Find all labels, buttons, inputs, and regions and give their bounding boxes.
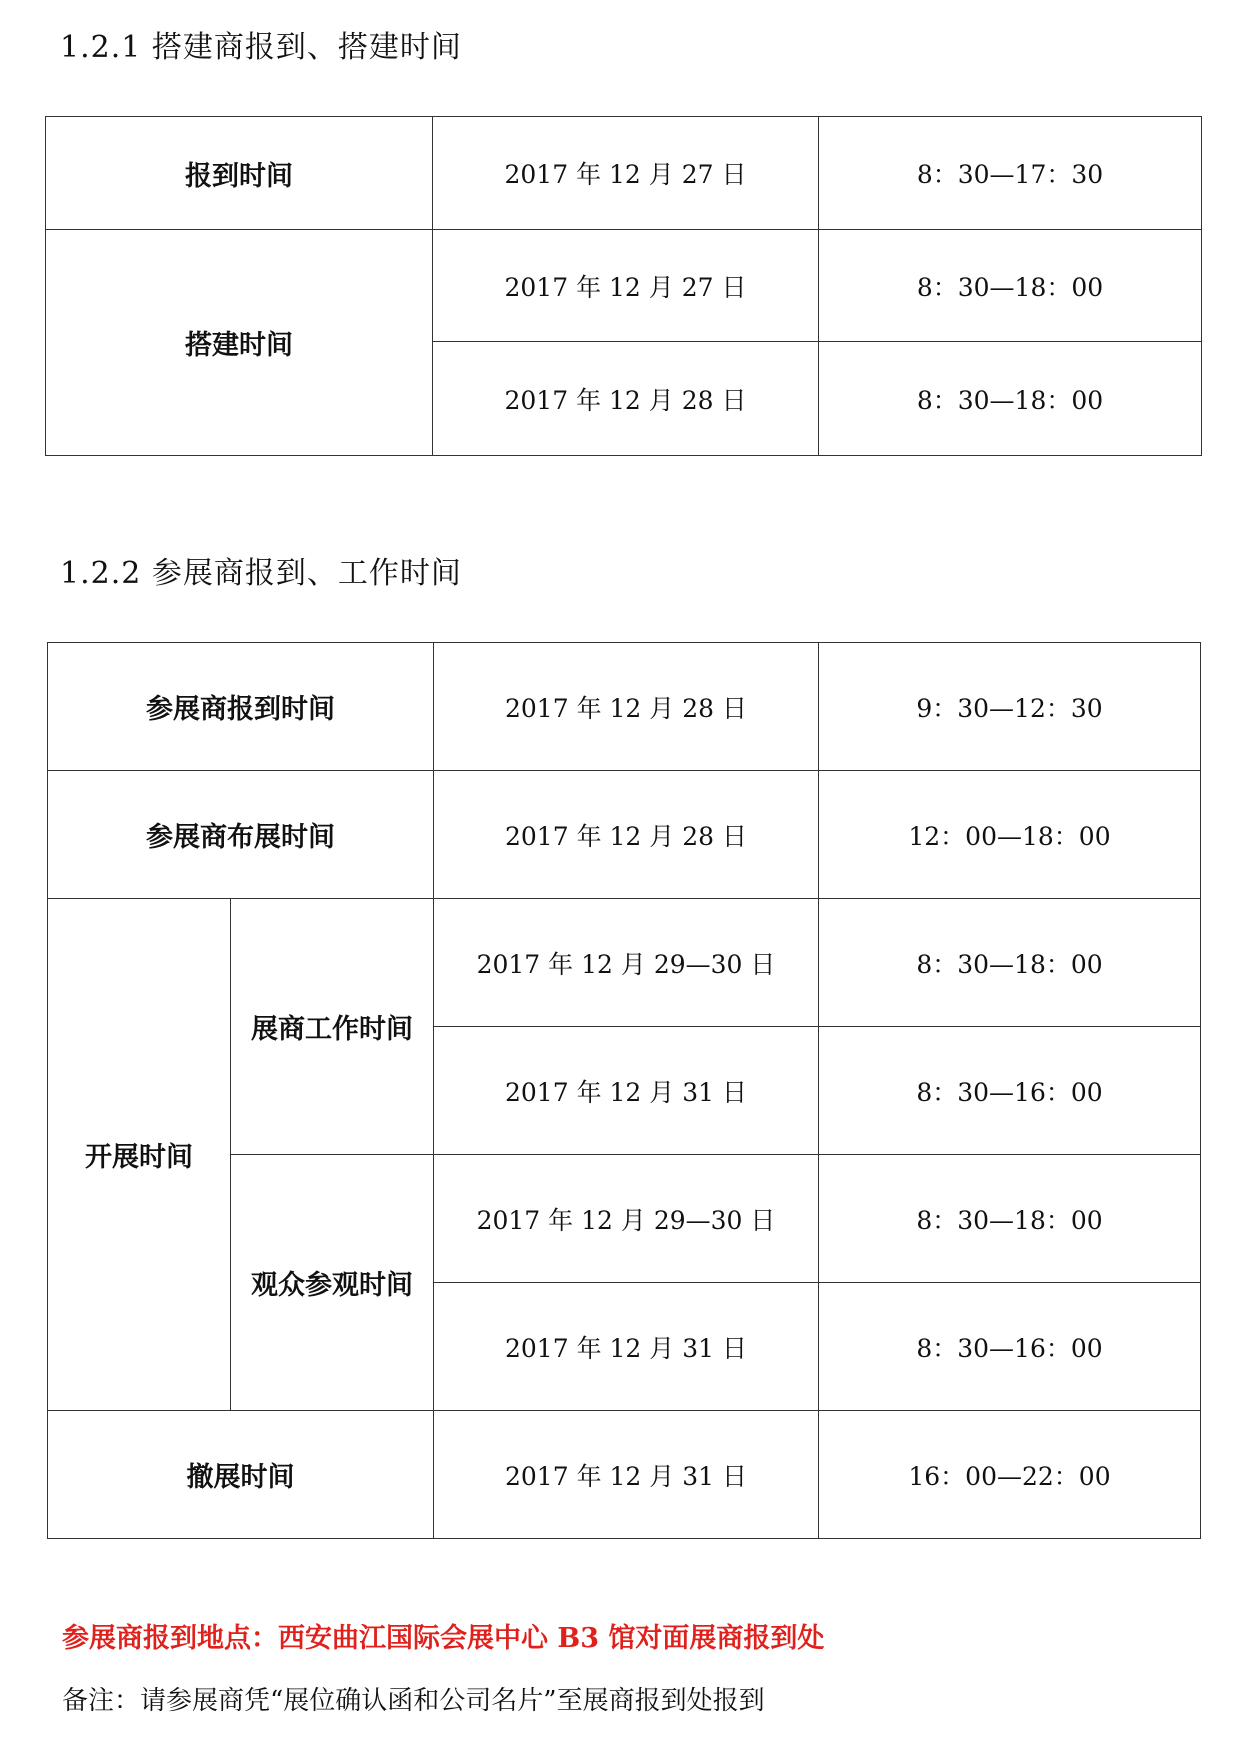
remark-note: 备注：请参展商凭“展位确认函和公司名片”至展商报到处报到 [62,1686,765,1716]
table-row [46,230,1202,342]
time-cell: 8：30—16：00 [819,1027,1201,1155]
date-cell: 2017 年 12 月 29—30 日 [434,899,819,1027]
exhibitor-setup-label: 参展商布展时间 [48,771,434,899]
time-cell: 8：30—18：00 [819,899,1201,1027]
date-cell: 2017 年 12 月 31 日 [434,1411,819,1539]
table-row [48,899,1201,1027]
table-row [46,117,1202,230]
time-cell: 8：30—18：00 [819,1155,1201,1283]
teardown-time-label: 撤展时间 [48,1411,434,1539]
date-cell: 2017 年 12 月 28 日 [434,643,819,771]
exhibitor-schedule-table [47,642,1201,1539]
date-cell: 2017 年 12 月 27 日 [433,230,819,342]
opening-time-label: 开展时间 [48,899,231,1411]
checkin-time-label: 报到时间 [46,117,433,230]
time-cell: 8：30—18：00 [819,230,1202,342]
section-1-heading: 1.2.1 搭建商报到、搭建时间 [60,30,462,65]
build-time-label: 搭建时间 [46,230,433,456]
date-cell: 2017 年 12 月 28 日 [434,771,819,899]
date-cell: 2017 年 12 月 29—30 日 [434,1155,819,1283]
section-2-heading: 1.2.2 参展商报到、工作时间 [60,556,462,591]
visitor-time-label: 观众参观时间 [231,1155,434,1411]
table-row [48,771,1201,899]
builder-schedule-table [45,116,1202,456]
time-cell: 8：30—16：00 [819,1283,1201,1411]
time-cell: 8：30—17：30 [819,117,1202,230]
date-cell: 2017 年 12 月 27 日 [433,117,819,230]
exhibitor-work-time-label: 展商工作时间 [231,899,434,1155]
date-cell: 2017 年 12 月 31 日 [434,1283,819,1411]
exhibitor-checkin-label: 参展商报到时间 [48,643,434,771]
table-row [48,1411,1201,1539]
checkin-location-note: 参展商报到地点：西安曲江国际会展中心 B3 馆对面展商报到处 [62,1623,825,1654]
time-cell: 9：30—12：30 [819,643,1201,771]
time-cell: 8：30—18：00 [819,342,1202,456]
time-cell: 16：00—22：00 [819,1411,1201,1539]
date-cell: 2017 年 12 月 31 日 [434,1027,819,1155]
date-cell: 2017 年 12 月 28 日 [433,342,819,456]
time-cell: 12：00—18：00 [819,771,1201,899]
table-row [48,643,1201,771]
